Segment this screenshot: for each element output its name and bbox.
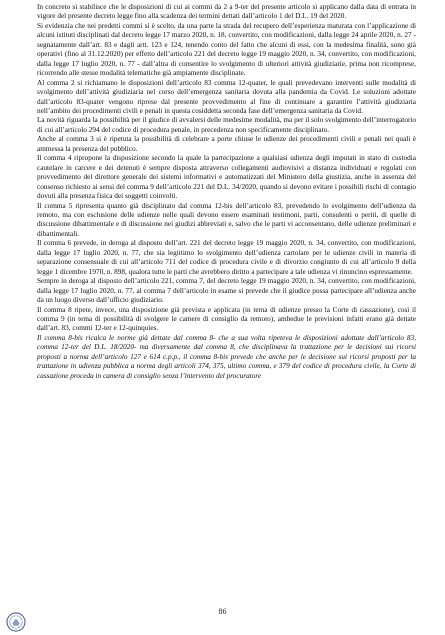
paragraph: La novità riguarda la possibilità per il giudice di avvalersi delle medesime modalità, ma per il solo svolgimento dell’interrogatorio di cui all’articolo 294 del codice di procedura penale, in precedenza non specificamente disciplinato.: [37, 116, 416, 134]
paragraph: Al comma 2 si richiamano le disposizioni dell’articolo 83 comma 12-quater, le quali prevedevano interventi sulle modalità di svolgimento dell’attività giudiziaria nel corso dell’emergenza sanitaria dovuta alla pandemia da Covid. Le soluzioni adottate dall’articolo 83-quater vengono riprese dal presente provvedimento al fine di continuare a garantire l’attività giudiziaria nell’ambito dei procedimenti civili e penali in questa cosiddetta seconda fase dell’emergenza sanitaria da Covid.: [37, 78, 416, 115]
paragraph: Anche al comma 3 si è ripetuta la possibilità di celebrare a porte chiuse le udienze dei procedimenti civili e penali nei quali è ammessa la presenza del pubblico.: [37, 135, 416, 153]
paragraph: Il comma 5 ripresenta quanto già disciplinato dal comma 12-bis dell’articolo 83, prevedendo lo svolgimento dell’udienza da remoto, ma con esclusione delle udienze nelle quali devono essere esaminati testimoni, parti, consulenti o periti, di quelle di discussione dibattimentale e di discussione nei giudizi abbreviati e, salvo che le parti vi acconsentano, delle udienze preliminari e dibattimentali.: [37, 201, 416, 238]
document-body: [37, 3, 416, 381]
page-number: 86: [218, 607, 227, 616]
paragraph: Il comma 4 ripropone la disposizione secondo la quale la partecipazione a qualsiasi udienza degli imputati in stato di custodia cautelare in carcere e dei detenuti è sempre disposta attraverso collegamenti audiovisivi a distanza individuati e regolati con provvedimento del direttore generale dei sistemi informativi e automatizzati del Ministero della giustizia, anche in assenza del consenso richiesto ai sensi del comma 9 dell’articolo 221 del D.L. 34/2020, quando si devono evitare i possibili rischi di contagio dovuti alla presenza fisica dei soggetti coinvolti.: [37, 154, 416, 201]
paragraph-italic: Il comma 8-bis ricalca le norme già dettate dal comma 8- che a sua volta ripeteva le disposizioni adottate dall’articolo 83, comma 12-ter del D.L. 18/2020- ma diversamente dal comma 8, che disciplinava la trattazione per le decisioni sui ricorsi proposti a norma dell’articolo 127 e 614 c.p.p., il comma 8-bis prevede che anche per le decisione sui ricorsi proposti per la trattazione in udienza pubblica a norma degli articoli 374, 375, ultimo comma, e 379 del codice di procedura civile, la Corte di cassazione proceda in camera di consiglio senza l’intervento del procuratore: [37, 333, 416, 380]
paragraph: Il comma 6 prevede, in deroga al disposto dell’art. 221 del decreto legge 19 maggio 2020, n. 34, convertito, con modificazioni, dalla legge 17 luglio 2020, n. 77, che sia legittimo lo svolgimento dell’udienza cartolare per le udienze civili in materia di separazione consensuale di cui all’articolo 711 del codice di procedura civile e di divorzio congiunto di cui all’articolo 9 della legge 1 dicembre 1970, n. 898, qualora tutte le parti che avrebbero diritto a partecipare a tale udienza vi rinuncino espressamente.: [37, 239, 416, 276]
paragraph: In concreto si stabilisce che le disposizioni di cui ai commi da 2 a 9-ter del presente articolo si applicano dalla data di entrata in vigore del presente decreto legge fino alla scadenza dei termini dettati dall’articolo 1 del D.L. 19 del 2020.: [37, 3, 416, 21]
paragraph: Si evidenzia che nei predetti commi si è scelto, da una parte la strada del recupero dell’esperienza maturata con l’applicazione di alcuni istituti disciplinati dal decreto legge 17 marzo 2020, n. 18, convertito, con modificazioni, dalla legge 24 aprile 2020, n. 27 - segnatamente dall’art. 83 e dagli artt. 123 e 124, tenendo conto del fatto che alcuni di essi, con la medesima finalità, sono già operativi (fino al 31.12.2020) per effetto dell’articolo 221 del decreto legge 19 maggio 2020, n. 34, convertito, con modificazioni, dalla legge 17 luglio 2020, n. 77 - dall’altra di consentire lo svolgimento di ulteriori attività giudiziarie, prima non ricomprese, ricorrendo alle stesse modalità telematiche già ampiamente disciplinate.: [37, 21, 416, 78]
paragraph: Sempre in deroga al disposto dell’articolo 221, comma 7, del decreto legge 19 maggio 2020, n. 34, convertito, con modificazioni, dalla legge 17 luglio 2020, n. 77, al comma 7 dell’articolo in esame si prevede che il giudice possa partecipare all’udienza anche da un luogo diverso dall’ufficio giudiziario.: [37, 277, 416, 305]
paragraph: Il comma 8 ripete, invece, una disposizione già prevista e applicata (in tema di udienze presso la Corte di cassazione), così il comma 9 (in tema di possibilità di svolgere le camere di consiglio da remoto), ambedue le previsioni infatti erano già dettate dall’art. 83, commi 12-ter e 12-quinquies.: [37, 305, 416, 333]
